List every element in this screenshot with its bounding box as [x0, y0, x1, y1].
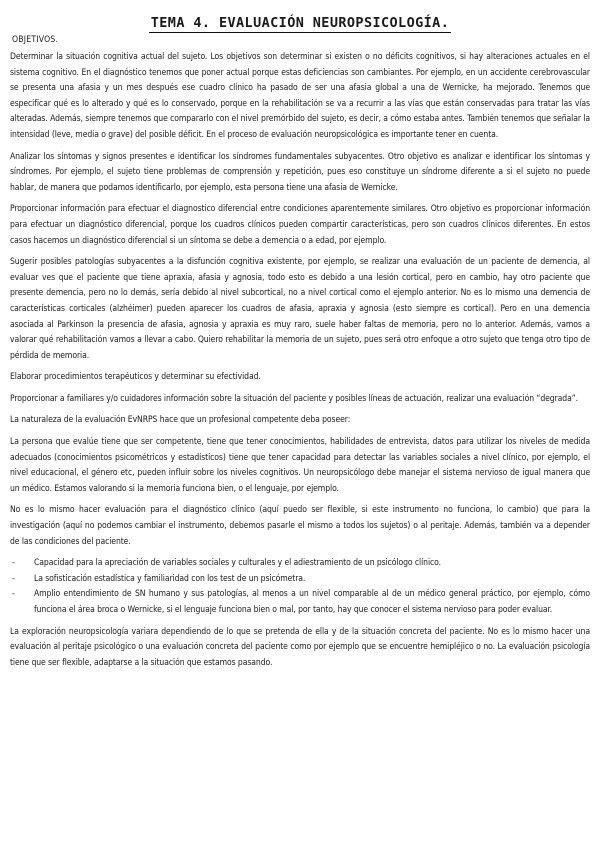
- paragraph-persona-evalue: La persona que evalúe tiene que ser competente, tiene que tener conocimientos, habilidades de entrevista, datos para utilizar los niveles de medida adecuados (conocimientos psicométricos y estadísticos) tiene que tener capacidad para detectar las variables sociales a nivel clínico, por ejemplo, el nivel educacional, el género etc, pueden influir sobre los niveles cognitivos. Un neuropsicólogo debe manejar el sistema nervioso de igual manera que un médico. Estamos valorando si la memoria funciona bien, o el lenguaje, por ejemplo.: [10, 437, 590, 494]
- list-item: [10, 587, 590, 618]
- paragraph-no-es-lo-mismo: No es lo mismo hacer evaluación para el diagnóstico clínico (aquí puedo ser flexible, si este instrumento no funciona, lo cambio) que para la investigación (aquí no podemos cambiar el instrumento, debemos pasarle el mismo a todos los sujetos) o al peritaje. Además, también va a depender de las condiciones del paciente.: [10, 505, 590, 547]
- paragraph-determinar: Determinar la situación cognitiva actual del sujeto. Los objetivos son determinar si existen o no déficits cognitivos, si hay alteraciones actuales en el sistema cognitivo. En el diagnóstico tenemos que poner actual porque estas deficiencias son cambiantes. Por ejemplo, en un accidente cerebrovascular se presenta una afasia y un mes después ese cuadro clínico ha pasado de ser una afasia global a una de Wernicke, ha mejorado. Tenemos que especificar qué es lo alterado y qué es lo conservado, porque en la rehabilitación se va a recurrir a las vías que están conservadas para tratar las vías alteradas. Además, siempre tenemos que compararlo con el nivel premórbido del sujeto, es decir, a cómo estaba antes. También tenemos que señalar la intensidad (leve, media o grave) del posible déficit. En el proceso de evaluación neuropsicológica es importante tener en cuenta.: [10, 52, 590, 140]
- bullet-marker: -: [12, 573, 15, 584]
- paragraph-analizar: Analizar los síntomas y signos presentes e identificar los síndromes fundamentales subyacentes. Otro objetivo es analizar e identificar los síntomas y síndromes. Por ejemplo, el sujeto tiene problemas de comprensión y repetición, pues eso constituye un síndrome diferente a si el sujeto no puede hablar, de manera que podamos identificarlo, por ejemplo, esta persona tiene una afasia de Wernicke.: [10, 151, 590, 193]
- section-subtitle: OBJETIVOS.: [12, 35, 59, 45]
- page-title: TEMA 4. EVALUACIÓN NEUROPSICOLOGÍA.: [150, 15, 450, 31]
- list-item-text: La sofisticación estadística y familiaridad con los test de un psicómetra.: [34, 573, 306, 584]
- paragraph-elaborar: Elaborar procedimientos terapéuticos y determinar su efectividad.: [10, 372, 261, 383]
- list-item: [10, 572, 590, 588]
- paragraph-familiares: Proporcionar a familiares y/o cuidadores información sobre la situación del paciente y posibles líneas de actuación, realizar una evaluación “degrada”.: [10, 393, 578, 404]
- paragraph-exploracion: La exploración neuropsicología variara dependiendo de lo que se pretenda de ella y de la situación concreta del paciente. No es lo mismo hacer una evaluación al peritaje psicológico o una evaluación concreta del paciente como por ejemplo que se encuentre hemipléjico o no. La evaluación psicología tiene que ser flexible, adaptarse a la situación que estamos pasando.: [10, 626, 590, 668]
- paragraph-sugerir: Sugerir posibles patologías subyacentes a la disfunción cognitiva existente, por ejemplo, se realizar una evaluación de un paciente de demencia, al evaluar ves que el paciente que tiene apraxia, afasia y agnosia, todo esto es debido a una lesión cortical, pero en cambio, hay otro paciente que presente demencia, pero no lo demás, sería debido al nivel subcortical, no a nivel cortical como el ejemplo anterior. No es lo mismo una demencia de características corticales (alzhéimer) pueden aparecer los cuadros de afasia, apraxia y agnosia (esto siempre es cortical). Pero en una demencia asociada al Parkinson la presencia de afasia, agnosia y apraxia es muy raro, suele haber faltas de memoria, pero no lo anterior. Además, vamos a valorar qué rehabilitación vamos a llevar a cabo. Quiero rehabilitar la memoria de un sujeto, pues será otro enfoque a otro sujeto que tenga otro tipo de pérdida de memoria.: [10, 257, 590, 361]
- list-item-text: Capacidad para la apreciación de variables sociales y culturales y el adiestramiento de un psicólogo clínico.: [34, 558, 441, 569]
- paragraph-naturaleza: La naturaleza de la evaluación EvNRPS hace que un profesional competente deba poseer:: [10, 415, 351, 426]
- bullet-marker: -: [12, 589, 15, 600]
- paragraph-proporcionar-diagnostico: Proporcionar información para efectuar el diagnostico diferencial entre condiciones aparentemente similares. Otro objetivo es proporcionar información para efectuar un diagnóstico diferencial, porque los cuadros clínicos pueden compartir características, pero son cuadros clínicos diferentes. En estos casos hacemos un diagnóstico diferencial si un síntoma se debe a demencia o a edad, por ejemplo.: [10, 204, 590, 246]
- bullet-marker: -: [12, 558, 15, 569]
- list-item: [10, 556, 590, 572]
- list-item-text: Amplio entendimiento de SN humano y sus patologías, al menos a un nivel comparable al de un médico general práctico, por ejemplo, cómo funciona el área broca o Wernicke, si el lenguaje funciona bien o mal, por tanto, hay que conocer el sistema nervioso para poder evaluar.: [34, 589, 590, 615]
- title-wrap: [10, 12, 590, 33]
- bullet-list: [10, 556, 590, 618]
